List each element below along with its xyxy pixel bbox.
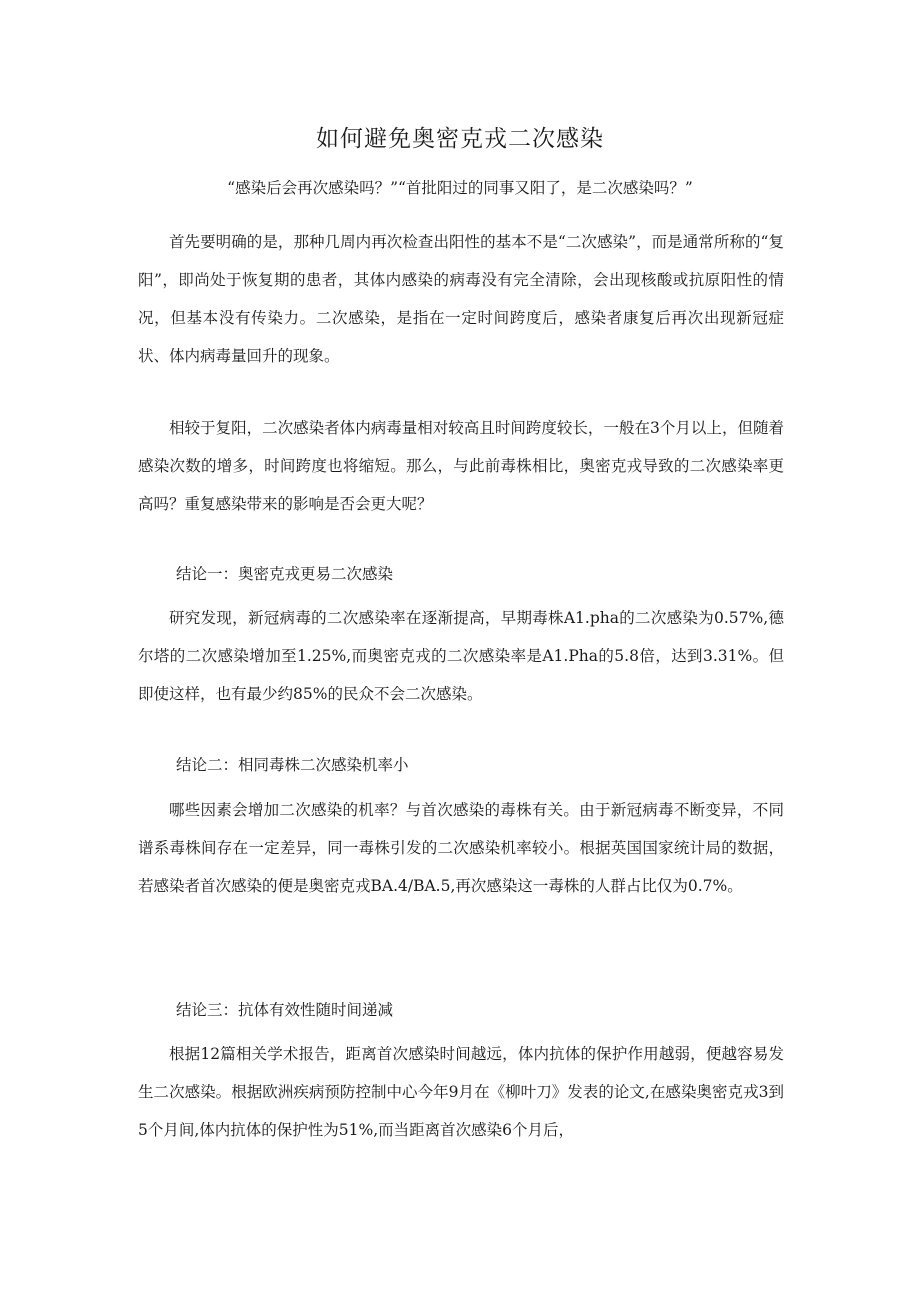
section-heading-2: 结论二：相同毒株二次感染机率小 [176,756,409,774]
paragraph-3: 研究发现，新冠病毒的二次感染率在逐渐提高，早期毒株A1.pha的二次感染为0.57%,德尔塔的二次感染增加至1.25%,而奥密克戎的二次感染率是A1.Pha的5.8倍，达到3.31%。但即使这样，也有最少约85%的民众不会二次感染。 [138,609,784,703]
document-title: 如何避免奥密克戎二次感染 [316,126,604,152]
document-subtitle: “感染后会再次感染吗？”“首批阳过的同事又阳了，是二次感染吗？” [227,179,693,197]
section-heading-1: 结论一：奥密克戎更易二次感染 [176,565,394,583]
section-heading-3: 结论三：抗体有效性随时间递减 [176,1001,394,1019]
paragraph-1: 首先要明确的是，那种几周内再次检查出阳性的基本不是“二次感染”，而是通常所称的“复阳”，即尚处于恢复期的患者，其体内感染的病毒没有完全清除，会出现核酸或抗原阳性的情况，但基本没有传染力。二次感染，是指在一定时间跨度后，感染者康复后再次出现新冠症状、体内病毒量回升的现象。 [138,233,784,365]
paragraph-4: 哪些因素会增加二次感染的机率？与首次感染的毒株有关。由于新冠病毒不断变异，不同谱系毒株间存在一定差异，同一毒株引发的二次感染机率较小。根据英国国家统计局的数据，若感染者首次感染的便是奥密克戎BA.4/BA.5,再次感染这一毒株的人群占比仅为0.7%。 [138,801,784,895]
paragraph-2: 相较于复阳，二次感染者体内病毒量相对较高且时间跨度较长，一般在3个月以上，但随着感染次数的增多，时间跨度也将缩短。那么，与此前毒株相比，奥密克戎导致的二次感染率更高吗？重复感染带来的影响是否会更大呢？ [138,419,784,513]
paragraph-5: 根据12篇相关学术报告，距离首次感染时间越远，体内抗体的保护作用越弱，便越容易发生二次感染。根据欧洲疾病预防控制中心今年9月在《柳叶刀》发表的论文,在感染奥密克戎3到5个月间,体内抗体的保护性为51%,而当距离首次感染6个月后， [138,1045,784,1139]
